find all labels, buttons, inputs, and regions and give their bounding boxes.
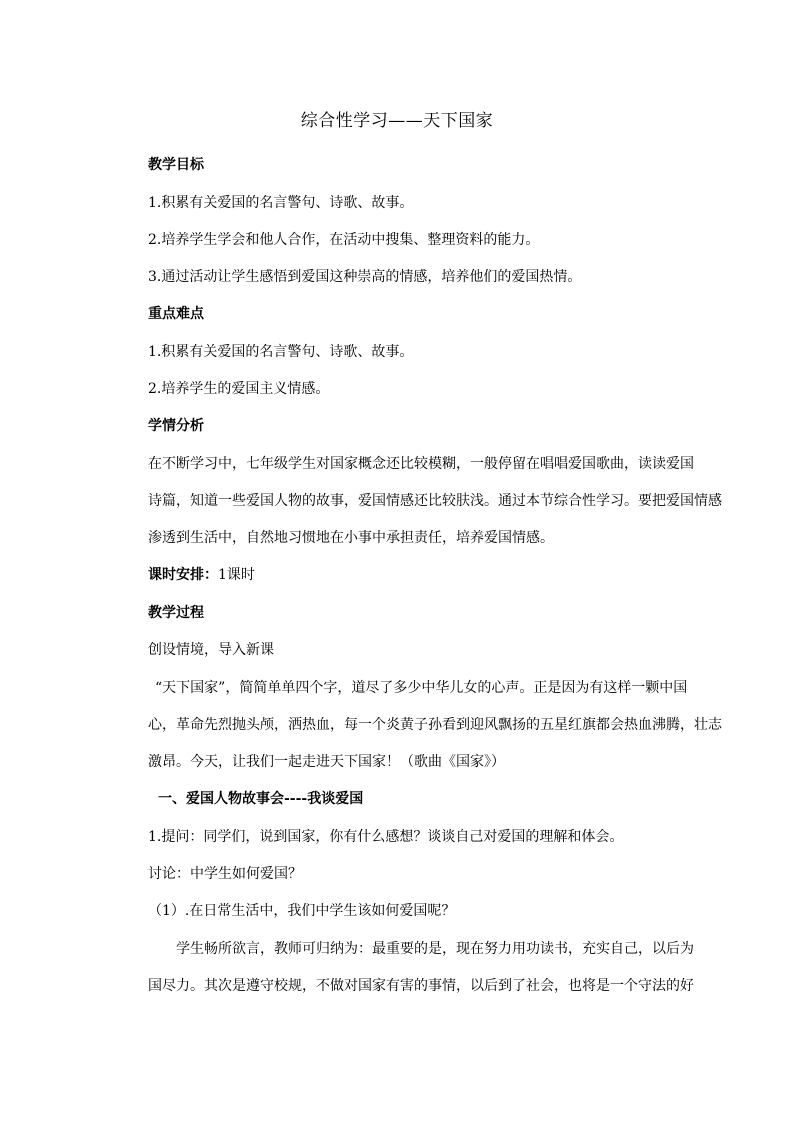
intro-label: 创设情境，导入新课	[148, 642, 274, 658]
intro-line-2: 心，革命先烈抛头颅，洒热血，每一个炎黄子孙看到迎风飘扬的五星红旗都会热血沸腾，壮志	[148, 717, 722, 733]
goal-item-3: 3.通过活动让学生感悟到爱国这种崇高的情感，培养他们的爱国热情。	[148, 269, 582, 285]
key-item-2: 2.培养学生的爱国主义情感。	[148, 381, 330, 397]
schedule-row	[148, 564, 255, 584]
goal-item-1: 1.积累有关爱国的名言警句、诗歌、故事。	[148, 195, 414, 211]
process-heading: 教学过程	[148, 605, 204, 621]
schedule-value: 1课时	[218, 567, 255, 583]
goals-heading: 教学目标	[148, 157, 204, 173]
part1-line-1: 1.提问：同学们，说到国家，你有什么感想？谈谈自己对爱国的理解和体会。	[148, 829, 624, 845]
key-heading: 重点难点	[148, 306, 204, 322]
analysis-heading: 学情分析	[148, 418, 204, 434]
intro-line-1: “天下国家”，简简单单四个字，道尽了多少中华儿女的心声。正是因为有这样一颗中国	[155, 680, 688, 696]
analysis-line-1: 在不断学习中，七年级学生对国家概念还比较模糊，一般停留在唱唱爱国歌曲，读读爱国	[148, 456, 694, 472]
page-title: 综合性学习——天下国家	[300, 111, 494, 131]
analysis-line-3: 渗透到生活中，自然地习惯地在小事中承担责任，培养爱国情感。	[148, 530, 554, 546]
answer-line-2: 国尽力。其次是遵守校规，不做对国家有害的事情，以后到了社会，也将是一个守法的好	[148, 978, 694, 994]
intro-line-3: 激昂。今天，让我们一起走进天下国家！（歌曲《国家》）	[148, 754, 505, 770]
part1-line-2: 讨论：中学生如何爱国？	[148, 866, 302, 882]
part1-line-3: （1）.在日常生活中，我们中学生该如何爱国呢？	[148, 903, 456, 919]
key-item-1: 1.积累有关爱国的名言警句、诗歌、故事。	[148, 344, 414, 360]
part1-heading: 一、爱国人物故事会----我谈爱国	[158, 791, 364, 807]
schedule-label: 课时安排：	[148, 567, 218, 583]
answer-line-1: 学生畅所欲言，教师可归纳为：最重要的是，现在努力用功读书，充实自己，以后为	[176, 941, 694, 957]
analysis-line-2: 诗篇，知道一些爱国人物的故事，爱国情感还比较肤浅。通过本节综合性学习。要把爱国情感	[148, 493, 722, 509]
goal-item-2: 2.培养学生学会和他人合作，在活动中搜集、整理资料的能力。	[148, 232, 540, 248]
